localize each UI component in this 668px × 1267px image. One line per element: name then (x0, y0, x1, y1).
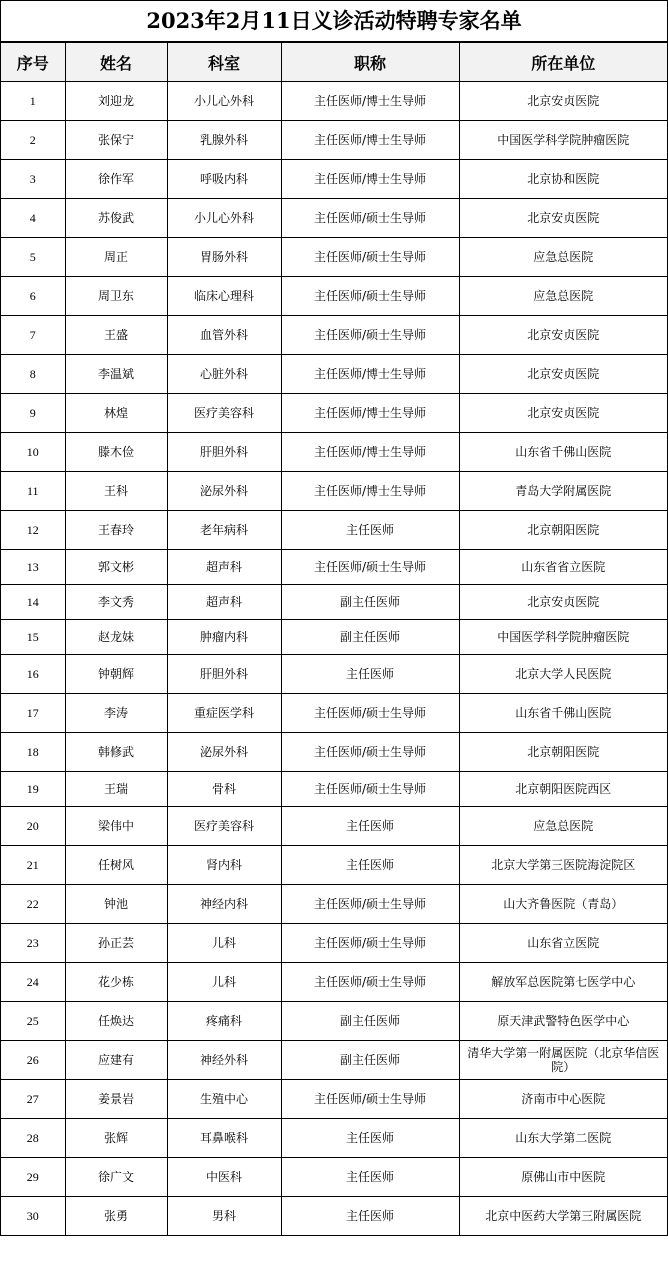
cell-unit: 北京安贞医院 (459, 316, 667, 355)
cell-title: 副主任医师 (281, 1041, 459, 1080)
cell-dept: 重症医学科 (167, 694, 281, 733)
cell-name: 周卫东 (65, 277, 167, 316)
cell-title: 主任医师 (281, 655, 459, 694)
cell-title: 主任医师/硕士生导师 (281, 1080, 459, 1119)
cell-no: 20 (1, 807, 65, 846)
cell-title: 主任医师/硕士生导师 (281, 238, 459, 277)
cell-name: 李文秀 (65, 585, 167, 620)
cell-name: 孙正芸 (65, 924, 167, 963)
cell-unit: 山大齐鲁医院（青岛） (459, 885, 667, 924)
cell-name: 张辉 (65, 1119, 167, 1158)
cell-no: 11 (1, 472, 65, 511)
cell-unit: 北京安贞医院 (459, 199, 667, 238)
cell-name: 林煌 (65, 394, 167, 433)
cell-unit: 清华大学第一附属医院（北京华信医院） (459, 1041, 667, 1080)
cell-unit: 北京朝阳医院 (459, 733, 667, 772)
cell-unit: 北京朝阳医院 (459, 511, 667, 550)
cell-unit: 山东大学第二医院 (459, 1119, 667, 1158)
cell-unit: 山东省千佛山医院 (459, 433, 667, 472)
table-row (1, 620, 667, 655)
cell-unit: 北京协和医院 (459, 160, 667, 199)
cell-dept: 小儿心外科 (167, 199, 281, 238)
cell-name: 周正 (65, 238, 167, 277)
cell-name: 梁伟中 (65, 807, 167, 846)
cell-title: 主任医师 (281, 1119, 459, 1158)
cell-no: 4 (1, 199, 65, 238)
cell-dept: 肿瘤内科 (167, 620, 281, 655)
table-row (1, 694, 667, 733)
cell-unit: 北京中医药大学第三附属医院 (459, 1197, 667, 1236)
cell-no: 12 (1, 511, 65, 550)
cell-title: 主任医师/硕士生导师 (281, 733, 459, 772)
table-row (1, 807, 667, 846)
cell-dept: 超声科 (167, 585, 281, 620)
table-row (1, 846, 667, 885)
cell-title: 主任医师/硕士生导师 (281, 316, 459, 355)
cell-name: 任焕达 (65, 1002, 167, 1041)
cell-unit: 中国医学科学院肿瘤医院 (459, 121, 667, 160)
table-row (1, 1158, 667, 1197)
table-row (1, 433, 667, 472)
cell-unit: 北京安贞医院 (459, 394, 667, 433)
cell-name: 韩修武 (65, 733, 167, 772)
cell-no: 13 (1, 550, 65, 585)
table-row (1, 199, 667, 238)
cell-title: 主任医师/博士生导师 (281, 355, 459, 394)
table-row (1, 121, 667, 160)
cell-name: 王瑞 (65, 772, 167, 807)
cell-unit: 青岛大学附属医院 (459, 472, 667, 511)
cell-unit: 山东省省立医院 (459, 550, 667, 585)
cell-dept: 呼吸内科 (167, 160, 281, 199)
cell-dept: 血管外科 (167, 316, 281, 355)
cell-unit: 北京安贞医院 (459, 355, 667, 394)
cell-unit: 原佛山市中医院 (459, 1158, 667, 1197)
cell-name: 郭文彬 (65, 550, 167, 585)
cell-title: 主任医师 (281, 807, 459, 846)
table-row (1, 772, 667, 807)
cell-no: 9 (1, 394, 65, 433)
cell-dept: 中医科 (167, 1158, 281, 1197)
cell-unit: 济南市中心医院 (459, 1080, 667, 1119)
header-title: 职称 (281, 43, 459, 82)
table-row (1, 963, 667, 1002)
table-row (1, 238, 667, 277)
cell-no: 10 (1, 433, 65, 472)
cell-title: 主任医师/硕士生导师 (281, 694, 459, 733)
table-row (1, 733, 667, 772)
cell-dept: 耳鼻喉科 (167, 1119, 281, 1158)
cell-dept: 神经内科 (167, 885, 281, 924)
table-row (1, 394, 667, 433)
header-row (1, 43, 667, 82)
table-row (1, 1002, 667, 1041)
cell-title: 主任医师/博士生导师 (281, 472, 459, 511)
cell-dept: 肝胆外科 (167, 655, 281, 694)
cell-no: 24 (1, 963, 65, 1002)
cell-title: 主任医师/博士生导师 (281, 82, 459, 121)
table-row (1, 1119, 667, 1158)
cell-no: 29 (1, 1158, 65, 1197)
cell-dept: 儿科 (167, 963, 281, 1002)
cell-dept: 医疗美容科 (167, 394, 281, 433)
table-row (1, 655, 667, 694)
cell-name: 李涛 (65, 694, 167, 733)
cell-no: 30 (1, 1197, 65, 1236)
cell-no: 23 (1, 924, 65, 963)
cell-unit: 北京大学第三医院海淀院区 (459, 846, 667, 885)
header-dept: 科室 (167, 43, 281, 82)
cell-title: 主任医师/博士生导师 (281, 394, 459, 433)
cell-dept: 心脏外科 (167, 355, 281, 394)
cell-no: 7 (1, 316, 65, 355)
cell-name: 徐作军 (65, 160, 167, 199)
table-row (1, 885, 667, 924)
cell-dept: 疼痛科 (167, 1002, 281, 1041)
cell-no: 1 (1, 82, 65, 121)
cell-dept: 肾内科 (167, 846, 281, 885)
cell-title: 副主任医师 (281, 620, 459, 655)
cell-dept: 男科 (167, 1197, 281, 1236)
cell-title: 主任医师/硕士生导师 (281, 924, 459, 963)
cell-no: 26 (1, 1041, 65, 1080)
cell-unit: 中国医学科学院肿瘤医院 (459, 620, 667, 655)
cell-dept: 骨科 (167, 772, 281, 807)
table-row (1, 511, 667, 550)
cell-no: 28 (1, 1119, 65, 1158)
table-row (1, 1197, 667, 1236)
cell-name: 钟池 (65, 885, 167, 924)
cell-name: 姜景岩 (65, 1080, 167, 1119)
cell-name: 王春玲 (65, 511, 167, 550)
table-row (1, 160, 667, 199)
cell-unit: 北京朝阳医院西区 (459, 772, 667, 807)
cell-title: 主任医师 (281, 511, 459, 550)
cell-no: 27 (1, 1080, 65, 1119)
cell-no: 2 (1, 121, 65, 160)
cell-title: 主任医师 (281, 846, 459, 885)
table-body (1, 82, 667, 1236)
cell-no: 8 (1, 355, 65, 394)
cell-title: 主任医师/博士生导师 (281, 160, 459, 199)
cell-name: 花少栋 (65, 963, 167, 1002)
cell-dept: 超声科 (167, 550, 281, 585)
cell-unit: 解放军总医院第七医学中心 (459, 963, 667, 1002)
cell-name: 苏俊武 (65, 199, 167, 238)
cell-unit: 应急总医院 (459, 238, 667, 277)
table-row (1, 277, 667, 316)
cell-title: 主任医师 (281, 1158, 459, 1197)
cell-dept: 老年病科 (167, 511, 281, 550)
cell-no: 3 (1, 160, 65, 199)
table-row (1, 924, 667, 963)
cell-dept: 临床心理科 (167, 277, 281, 316)
cell-unit: 北京安贞医院 (459, 82, 667, 121)
cell-dept: 胃肠外科 (167, 238, 281, 277)
cell-title: 主任医师/硕士生导师 (281, 963, 459, 1002)
cell-unit: 应急总医院 (459, 277, 667, 316)
cell-dept: 小儿心外科 (167, 82, 281, 121)
cell-no: 21 (1, 846, 65, 885)
cell-title: 主任医师/硕士生导师 (281, 550, 459, 585)
page-title: 2023年2月11日义诊活动特聘专家名单 (1, 0, 667, 42)
table-row (1, 585, 667, 620)
cell-no: 16 (1, 655, 65, 694)
cell-unit: 北京安贞医院 (459, 585, 667, 620)
cell-unit: 北京大学人民医院 (459, 655, 667, 694)
cell-no: 14 (1, 585, 65, 620)
cell-title: 主任医师/硕士生导师 (281, 772, 459, 807)
cell-name: 王盛 (65, 316, 167, 355)
cell-name: 刘迎龙 (65, 82, 167, 121)
cell-no: 25 (1, 1002, 65, 1041)
cell-title: 副主任医师 (281, 1002, 459, 1041)
cell-dept: 肝胆外科 (167, 433, 281, 472)
cell-dept: 生殖中心 (167, 1080, 281, 1119)
header-no: 序号 (1, 43, 65, 82)
cell-name: 任树风 (65, 846, 167, 885)
cell-no: 22 (1, 885, 65, 924)
cell-dept: 医疗美容科 (167, 807, 281, 846)
cell-name: 王科 (65, 472, 167, 511)
table-row (1, 316, 667, 355)
cell-title: 副主任医师 (281, 585, 459, 620)
cell-title: 主任医师/博士生导师 (281, 121, 459, 160)
expert-table (1, 42, 667, 1236)
cell-dept: 泌尿外科 (167, 472, 281, 511)
cell-title: 主任医师/硕士生导师 (281, 277, 459, 316)
cell-name: 张勇 (65, 1197, 167, 1236)
table-row (1, 1080, 667, 1119)
table-row (1, 82, 667, 121)
table-row (1, 550, 667, 585)
cell-no: 6 (1, 277, 65, 316)
cell-title: 主任医师/硕士生导师 (281, 199, 459, 238)
cell-no: 19 (1, 772, 65, 807)
cell-dept: 儿科 (167, 924, 281, 963)
cell-name: 滕木俭 (65, 433, 167, 472)
cell-no: 5 (1, 238, 65, 277)
cell-title: 主任医师 (281, 1197, 459, 1236)
cell-unit: 应急总医院 (459, 807, 667, 846)
cell-title: 主任医师/博士生导师 (281, 433, 459, 472)
cell-title: 主任医师/硕士生导师 (281, 885, 459, 924)
table-row (1, 472, 667, 511)
table-row (1, 355, 667, 394)
cell-name: 钟朝辉 (65, 655, 167, 694)
cell-dept: 乳腺外科 (167, 121, 281, 160)
cell-name: 应建有 (65, 1041, 167, 1080)
cell-unit: 山东省千佛山医院 (459, 694, 667, 733)
cell-name: 李温斌 (65, 355, 167, 394)
cell-name: 徐广文 (65, 1158, 167, 1197)
cell-unit: 原天津武警特色医学中心 (459, 1002, 667, 1041)
table-row (1, 1041, 667, 1080)
cell-dept: 泌尿外科 (167, 733, 281, 772)
header-name: 姓名 (65, 43, 167, 82)
cell-name: 赵龙妹 (65, 620, 167, 655)
cell-dept: 神经外科 (167, 1041, 281, 1080)
cell-no: 18 (1, 733, 65, 772)
cell-no: 17 (1, 694, 65, 733)
cell-no: 15 (1, 620, 65, 655)
cell-unit: 山东省立医院 (459, 924, 667, 963)
header-unit: 所在单位 (459, 43, 667, 82)
cell-name: 张保宁 (65, 121, 167, 160)
